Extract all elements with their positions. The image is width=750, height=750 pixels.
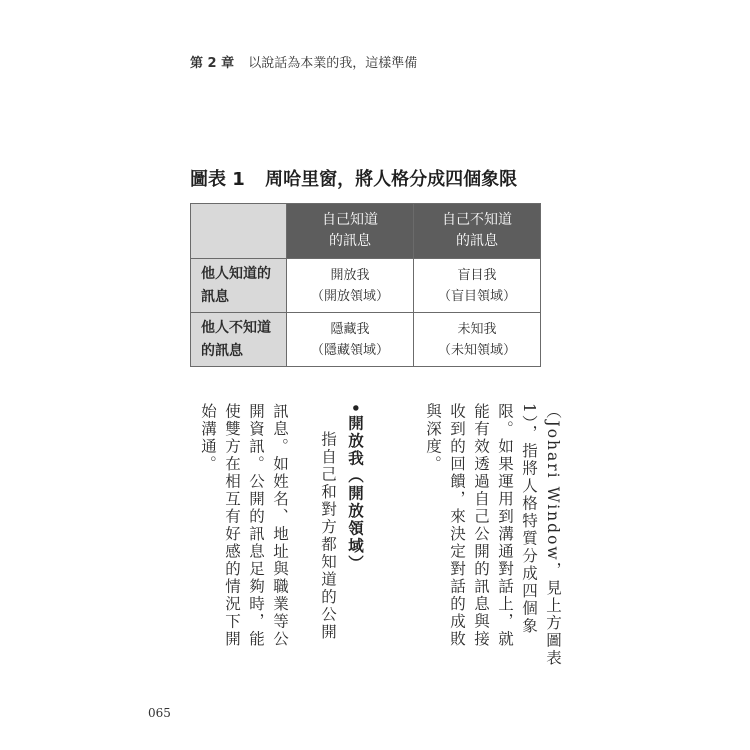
text-line: 指自己和對方都知道的公開	[319, 431, 337, 641]
cell-line: 隱藏我	[330, 321, 370, 337]
text-line: 收到的回饋，來決定對話的成敗	[448, 403, 466, 648]
column-header-self-known	[287, 204, 414, 259]
table-corner-cell	[191, 204, 287, 259]
table-row	[191, 313, 541, 367]
column-header-self-unknown	[414, 204, 541, 259]
running-header	[190, 52, 417, 71]
body-paragraph-open-self-first	[316, 431, 340, 721]
text-line: 能有效透過自己公開的訊息與接	[472, 403, 490, 648]
cell-line: 盲目我	[457, 267, 497, 283]
row-header-line: 他人知道的	[201, 265, 271, 282]
page-number: 065	[148, 706, 171, 720]
table-row	[191, 259, 541, 313]
column-header-line: 的訊息	[329, 233, 371, 249]
text-line: 1），指將人格特質分成四個象	[520, 403, 538, 635]
figure-title	[190, 165, 517, 191]
cell-line: 開放我	[330, 267, 370, 283]
text-line: 限。如果運用到溝通對話上，就	[496, 403, 514, 648]
row-header-others-know	[191, 259, 287, 313]
cell-blind-self	[414, 259, 541, 313]
chapter-label: 第 2 章	[190, 56, 235, 71]
text-line: 始溝通。	[199, 403, 217, 473]
figure-caption: 周哈里窗，將人格分成四個象限	[265, 169, 518, 190]
cell-line: （盲目領域）	[437, 288, 516, 304]
row-header-line: 他人不知道	[201, 319, 271, 336]
text-line: 訊息。如姓名、地址與職業等公	[271, 403, 289, 648]
column-header-line: 的訊息	[456, 233, 498, 249]
cell-line: （隱藏領域）	[310, 342, 389, 358]
body-paragraph-johari	[421, 403, 565, 693]
text-line: 使雙方在相互有好感的情況下開	[223, 403, 241, 648]
cell-hidden-self	[287, 313, 414, 367]
chapter-title: 以說話為本業的我，這樣準備	[248, 56, 418, 71]
figure-label: 圖表 1	[190, 169, 245, 190]
text-line: （Johari Window，見上方圖表	[544, 403, 562, 667]
row-header-line: 訊息	[201, 288, 229, 305]
row-header-others-unknown	[191, 313, 287, 367]
johari-window-table	[190, 203, 541, 367]
cell-unknown-self	[414, 313, 541, 367]
body-paragraph-open-self	[196, 403, 292, 693]
cell-line: （未知領域）	[437, 342, 516, 358]
cell-line: （開放領域）	[310, 288, 389, 304]
cell-open-self	[287, 259, 414, 313]
text-line: 與深度。	[424, 403, 442, 473]
table-header-row	[191, 204, 541, 259]
column-header-line: 自己知道	[322, 212, 378, 228]
bullet-heading-open-self: •開放我（開放領域）	[346, 403, 364, 573]
column-header-line: 自己不知道	[442, 212, 512, 228]
text-line: 開資訊。公開的訊息足夠時，能	[247, 403, 265, 648]
row-header-line: 的訊息	[201, 342, 243, 359]
cell-line: 未知我	[457, 321, 497, 337]
